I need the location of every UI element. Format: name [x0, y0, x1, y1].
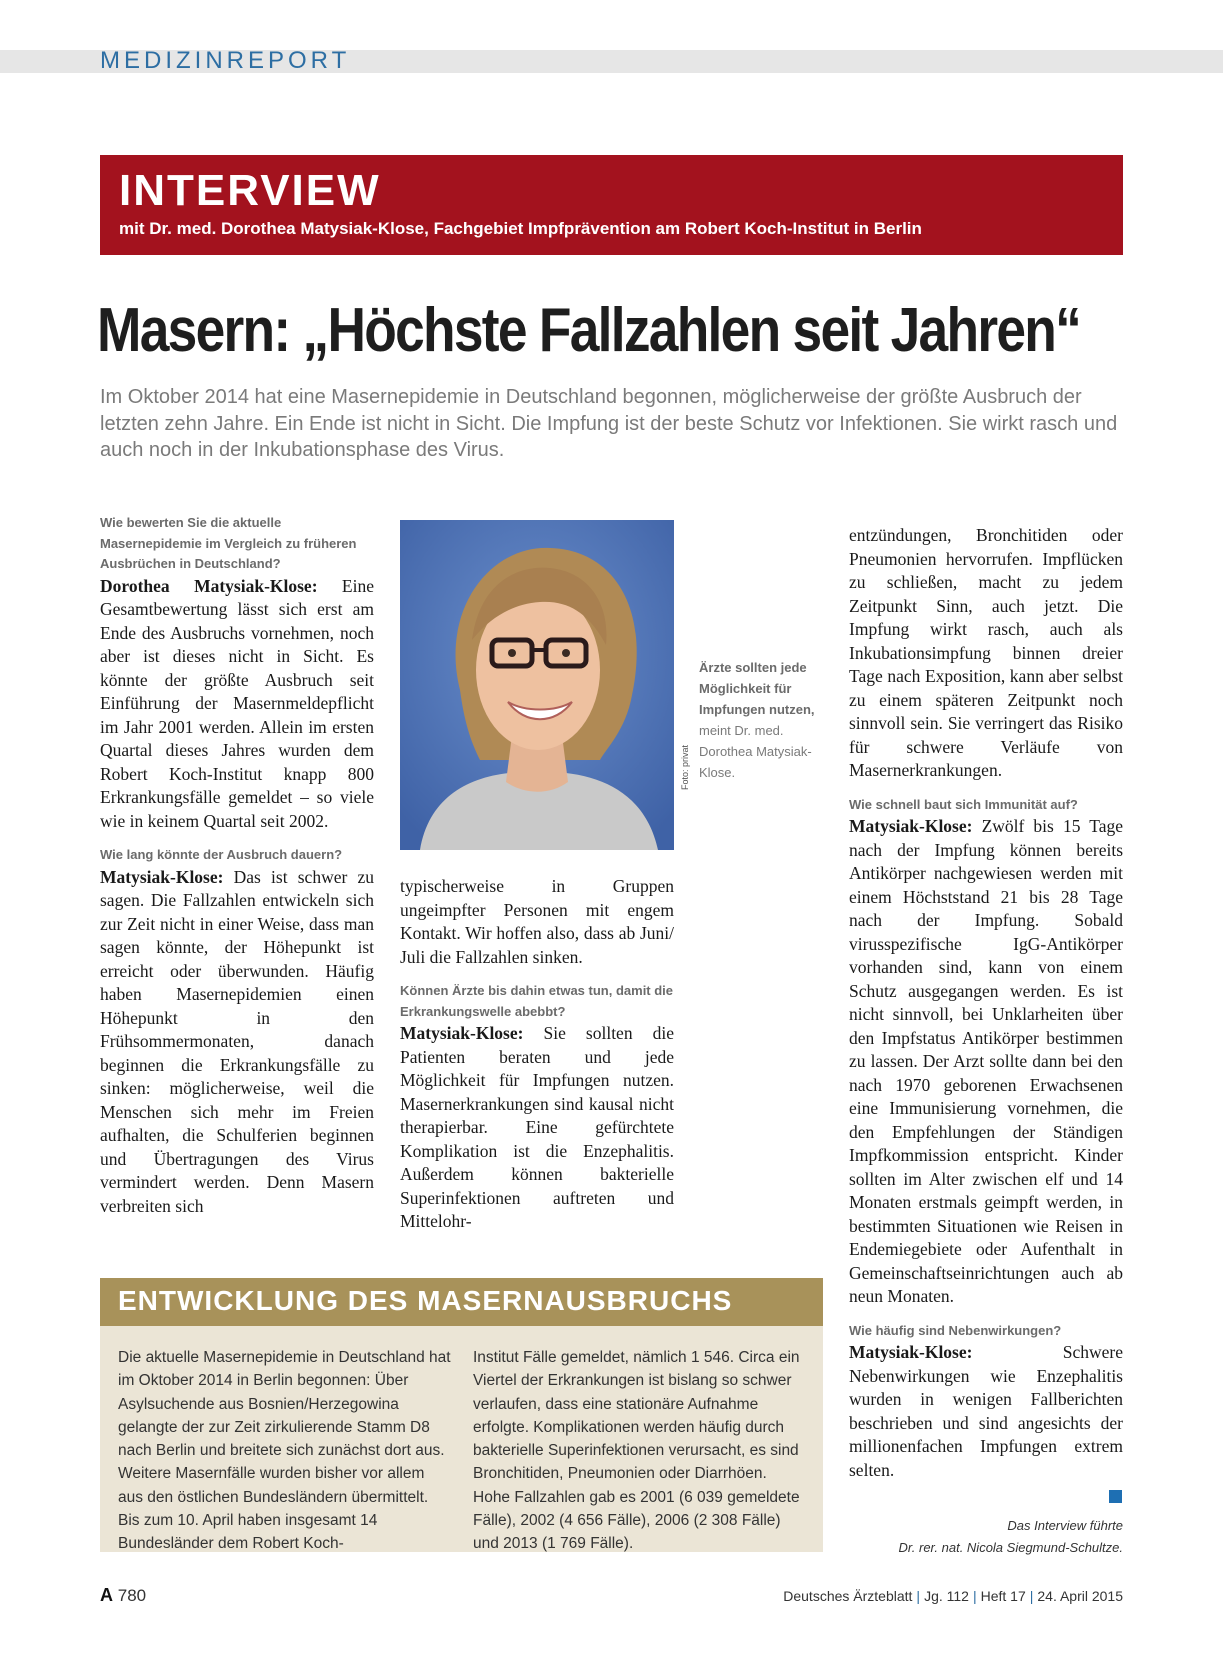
- speaker-name: Matysiak-Klose:: [400, 1023, 524, 1043]
- photo-credit: Foto: privat: [680, 744, 690, 790]
- separator: |: [972, 1588, 977, 1604]
- interview-subtitle: mit Dr. med. Dorothea Matysiak-Klose, Fachgebiet Impfprävention am Robert Koch-Institut in Berlin: [119, 219, 922, 238]
- journal-name: Deutsches Ärzteblatt: [783, 1588, 913, 1604]
- interview-banner: [100, 155, 1123, 255]
- continued-text: typischerweise in Gruppen ungeimpfter Personen mit engem Kontakt. Wir hoffen also, dass ab Juni/ Juli die Fallzahlen sinken.: [400, 876, 674, 967]
- continued-text: entzündungen, Bronchitiden oder Pneumonien hervorrufen. Impflücken zu schließen, macht zu jedem Zeitpunkt Sinn, auch jetzt. Die Impfung wirkt rasch, auch als Inkubationsimpfung binnen dreier Tage nach Exposition, kann aber selbst zu einem späteren Zeitpunkt noch sinnvoll sein. Sie verringert das Risiko für schwere Verläufe von Masernerkrankungen.: [849, 525, 1123, 780]
- answer-5: [849, 1341, 1123, 1482]
- interview-credit: [899, 1515, 1123, 1559]
- journal-date: 24. April 2015: [1037, 1588, 1123, 1604]
- speaker-name: Matysiak-Klose:: [849, 816, 973, 836]
- answer-text: Das ist schwer zu sagen. Die Fallzahlen entwickeln sich zur Zeit nicht in einer Weise, dass man sagen könnte, der Höhepunkt ist erreicht oder überwunden. Häufig haben Masernepidemien einen Höhepunkt in den Frühsommermonaten, danach beginnen die Erkrankungsfälle zu sinken: möglicherweise, weil die Menschen sich mehr im Freien aufhalten, die Schulferien beginnen und Übertragungen des Virus vermindert werden. Denn Masern verbreiten sich: [100, 866, 374, 1216]
- journal-info: [783, 1588, 1123, 1604]
- caption-bold: Ärzte sollten jede Möglichkeit für Impfungen nutzen,: [699, 660, 815, 717]
- infobox-title: ENTWICKLUNG DES MASERNAUSBRUCHS: [118, 1285, 733, 1316]
- article-column-3: [849, 524, 1123, 1482]
- answer-text: Sie sollten die Patienten beraten und jede Möglichkeit für Impfungen nutzen. Masernerkrankungen sind kausal nicht therapierbar. Eine gefürchtete Komplikation ist die Enzephalitis. Außerdem können bakterielle Superinfektionen auftreten und Mittelohr-: [400, 1023, 674, 1231]
- infobox-body: [100, 1326, 823, 1552]
- question-1: Wie bewerten Sie die aktuelle Masernepidemie im Vergleich zu früheren Ausbrüchen in Deutschland?: [100, 515, 357, 571]
- portrait-photo: [400, 520, 674, 850]
- answer-text: Schwere Nebenwirkungen wie Enzephalitis wurden in wenigen Fallberichten beschrieben und sind angesichts der millionenfachen Impfungen extrem selten.: [849, 1342, 1123, 1480]
- infobox-column-2: Institut Fälle gemeldet, nämlich 1 546. Circa ein Viertel der Erkrankungen ist bislang so schwer verlaufen, dass eine stationäre Aufnahme erfolgte. Komplikationen werden häufig durch bakterielle Superinfektionen verursacht, es sind Bronchitiden, Pneumonien oder Diarrhöen. Hohe Fallzahlen gab es 2001 (6 039 gemeldete Fälle), 2002 (4 656 Fälle), 2006 (2 308 Fälle) und 2013 (1 769 Fälle).: [473, 1349, 800, 1553]
- page-prefix: A: [100, 1585, 113, 1605]
- photo-caption: [699, 657, 829, 783]
- infobox-column-1: Die aktuelle Masernepidemie in Deutschland hat im Oktober 2014 in Berlin begonnen: Über Asylsuchende aus Bosnien/Herzegowina gelangte der zur Zeit zirkulierende Stamm D8 nach Berlin und breitete sich zunächst dort aus. Weitere Masernfälle wurden bisher vor allem aus den östlichen Bundesländern übermittelt. Bis zum 10. April haben insgesamt 14 Bundesländer dem Robert Koch-: [118, 1349, 451, 1553]
- interview-title: INTERVIEW: [119, 166, 381, 215]
- page-number-value: 780: [117, 1586, 147, 1605]
- question-3: Können Ärzte bis dahin etwas tun, damit die Erkrankungswelle abebbt?: [400, 983, 674, 1019]
- journal-issue: Heft 17: [980, 1588, 1026, 1604]
- section-label: MEDIZINREPORT: [100, 47, 351, 74]
- question-2: Wie lang könnte der Ausbruch dauern?: [100, 847, 343, 862]
- speaker-name: Dorothea Matysiak-Klose:: [100, 575, 318, 596]
- speaker-name: Matysiak-Klose:: [849, 1342, 973, 1362]
- caption-text: meint Dr. med. Dorothea Matysiak-Klose.: [699, 723, 812, 780]
- speaker-name: Matysiak-Klose:: [100, 866, 224, 887]
- answer-1: [100, 575, 374, 834]
- question-5: Wie häufig sind Nebenwirkungen?: [849, 1322, 1062, 1338]
- answer-3: [400, 1022, 674, 1234]
- portrait-illustration: [400, 520, 674, 850]
- separator: |: [1029, 1588, 1034, 1604]
- journal-volume: Jg. 112: [924, 1588, 969, 1604]
- answer-text: Zwölf bis 15 Tage nach der Impfung können bereits Antikörper nachgewiesen werden mit einem Höchststand 21 bis 28 Tage nach der Impfung. Sobald virusspezifische IgG-Antikörper vorhanden sind, kann von einem Schutz ausgegangen werden. Es ist nicht sinnvoll, bei Unklarheiten über den Impfstatus Antikörper bestimmen zu lassen. Der Arzt sollte dann bei den nach 1970 geborenen Erwachsenen eine Immunisierung vornehmen, die den Empfehlungen der Ständigen Impfkommission entspricht. Kinder sollten im Alter zwischen elf und 14 Monaten erstmals geimpft werden, in bestimmten Situationen wie Reisen in Endemiegebiete oder Aufenthalt in Gemeinschaftseinrichtungen auch ab neun Monaten.: [849, 816, 1123, 1306]
- article-column-2: [400, 875, 674, 1234]
- end-mark-icon: [1109, 1490, 1122, 1503]
- answer-4: [849, 815, 1123, 1309]
- infobox-header: [100, 1278, 823, 1326]
- question-4: Wie schnell baut sich Immunität auf?: [849, 796, 1078, 812]
- answer-text: Eine Gesamtbewertung lässt sich erst am Ende des Ausbruchs vornehmen, noch aber ist dieses nicht in Sicht. Es könnte der größte Ausbruch seit Einführung der Masernmeldepflicht im Jahr 2001 werden. Allein im ersten Quartal dieses Jahres wurden dem Robert Koch-Institut knapp 800 Erkrankungsfälle gemeldet – so viele wie in keinem Quartal seit 2002.: [100, 575, 374, 831]
- article-column-1: [100, 513, 374, 1218]
- credit-line-1: Das Interview führte: [1007, 1518, 1123, 1533]
- credit-line-2: Dr. rer. nat. Nicola Siegmund-Schultze.: [898, 1540, 1123, 1555]
- article-lead: Im Oktober 2014 hat eine Masernepidemie in Deutschland begonnen, möglicherweise der größte Ausbruch der letzten zehn Jahre. Ein Ende ist nicht in Sicht. Die Impfung ist der beste Schutz vor Infektionen. Sie wirkt rasch und auch noch in der Inkubationsphase des Virus.: [100, 386, 1118, 461]
- answer-2: [100, 866, 374, 1219]
- page-number: [100, 1585, 146, 1606]
- article-headline: Masern: „Höchste Fallzahlen seit Jahren“: [97, 296, 1081, 365]
- separator: |: [916, 1588, 921, 1604]
